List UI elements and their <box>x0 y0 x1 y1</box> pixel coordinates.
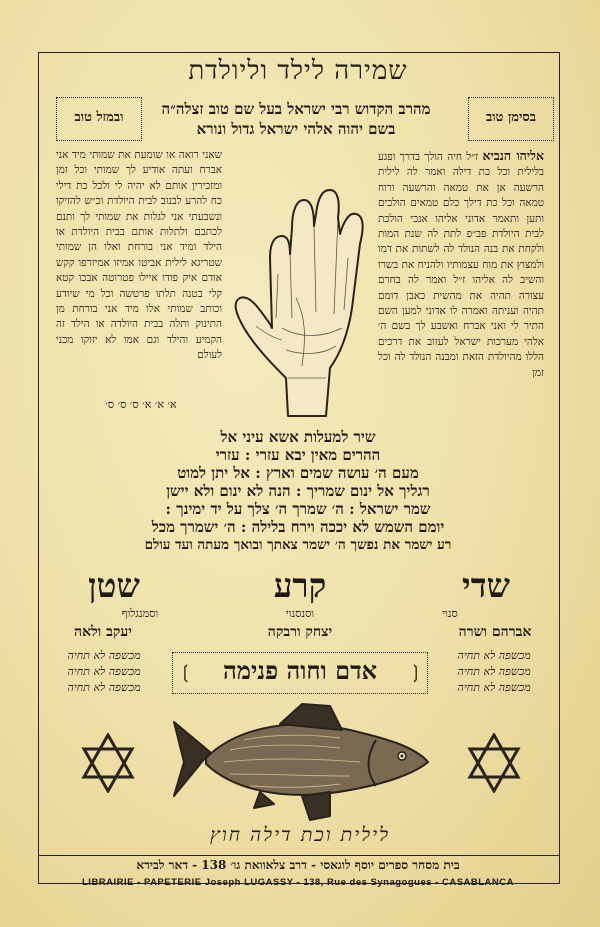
pair-middle: יצחק ורבקה <box>267 624 333 640</box>
angel-name-middle: וסנסנוי <box>285 607 315 620</box>
column-lead: אליהו הנביא <box>482 148 544 163</box>
signature-letters: א׳ א׳ א׳ ס׳ ס׳ ס׳ <box>105 398 177 411</box>
divine-name-right: שדי <box>462 566 510 605</box>
psalm-line: ההרים מאין יבא עזרי : עזרי <box>215 446 381 464</box>
footer-divider <box>38 855 560 856</box>
spell-right <box>438 648 550 696</box>
spell-line: מכשפה לא תחיה <box>67 681 141 694</box>
footer-french: LIBRAIRIE - PAPETERIE Joseph LUGASSY - 138, Rue des Synagogues - CASABLANCA <box>82 877 514 888</box>
spell-left <box>48 648 160 696</box>
text-column-left <box>56 148 222 388</box>
spell-line: מכשפה לא תחיה <box>457 681 531 694</box>
center-box-text: אדם וחוה פנימה <box>222 656 378 685</box>
spell-line: מכשפה לא תחיה <box>457 649 531 662</box>
star-of-david-icon <box>80 733 136 793</box>
spell-line: מכשפה לא תחיה <box>457 665 531 678</box>
text-column-right <box>378 148 544 400</box>
pair-right: אברהם ושרה <box>458 624 532 640</box>
angel-name-left: וסמנגלוף <box>121 607 159 620</box>
scroll-ornament-right: ❳ <box>408 662 424 683</box>
hand-illustration <box>226 178 376 418</box>
divine-name-left: שטן <box>88 566 140 605</box>
footer-hebrew: בית מסחר ספרים יוסף לוגאסי - דרב צלאוואת גו׳ 138 - דאר לבידא <box>136 858 460 872</box>
psalm-line: שמר ישראל : ה׳ שמרך ה׳ צלך על יד ימינך : <box>165 500 431 518</box>
header-line-1: מהרב הקדוש רבי ישראל בעל שם טוב זצלה״ה <box>161 100 431 118</box>
psalm-block <box>40 428 556 554</box>
spell-line: מכשפה לא תחיה <box>67 649 141 662</box>
angel-name-right: סנוי <box>442 607 458 620</box>
fish-illustration <box>170 700 432 825</box>
column-right-text: ז״ל חיה הולך בדרך ופגע בלילית וכל כת דילה ואמר לה לילית הרשעה אן את טמאה והרשעה ורוח טמאה וכל כת דילך כלם טמאים הולכים ותען ותאמר אדוני אליהו אנכי הולכת לבית היולדת פב״פ לתת לה שנת המות ולקחת את בנה הנולד לה לשתות את דמו ולמצוץ את מוח עצמותיו ולהניח את בשרו והשיב לה אליהו ז״ל ואמר לה בחרם עצורה תהיה את מהשית כאבן דומם תהיה ועניתה ואמרה לו אדוני למען השם התיר לי ואני אברח ואשבע לך בשם ה׳ אלהי מערכות ישראל לעזוב את דרכים הללו מהיולדת הזאת ומבנה הנולד לה וכל זמן <box>378 151 544 379</box>
lilit-outside-text: לילית וכת דילה חוץ <box>210 824 390 846</box>
page-title: שמירה לילד וליולדת <box>188 56 408 86</box>
psalm-line: שיר למעלות אשא עיני אל <box>220 428 376 446</box>
psalm-line: רע ישמר את נפשך ה׳ ישמר צאתך ובואך מעתה ועד עולם <box>144 537 452 553</box>
psalm-line: יומם השמש לא יככה וירח בלילה : ה׳ ישמרך מכל <box>151 518 445 536</box>
badge-right: בסימן טוב <box>468 97 554 141</box>
star-of-david-icon <box>466 733 522 793</box>
psalm-line: מעם ה׳ עושה שמים וארץ : אל יתן למוט <box>177 464 419 482</box>
header-line-2: בשם יהוה אלהי ישראל גדול ונורא <box>196 120 396 138</box>
column-left-text: שאני רואה או שומעת את שמותי מיד אני אברח ועתה אודיע לך שמותי וכל זמן ומזכירין אותם לא יהיה לי ולכל כת דילי כח להרע לבנוב לבית היולדת וכ״ש להזיקו ונשבעתי אני לגלות את שמותי לך ותנם לכתבם ולתלות אותם בבית היולדת או הילד ומיד אני בורחת ואלו הן שמותי שטריגא לילית אביטו אמיזו אמיזרפו קקש אודם איק פודו איילו פטרוטה אבכו קטא קלי בטנה תלתו פרטשה וכל מי שיודע וכותב שמותי אלו מיד אני בורחת מן התינוק ותלה בבית היולדה או הילד זה הקמיע והילד וגם אמו לא יזוקו מכני לעולם <box>56 149 222 362</box>
psalm-line: רגליך אל ינום שמריך : הנה לא ינום ולא יישן <box>166 482 430 500</box>
pair-left: יעקב ולאה <box>74 624 132 640</box>
spell-line: מכשפה לא תחיה <box>67 665 141 678</box>
scroll-ornament-left: ❲ <box>178 662 194 683</box>
divine-name-middle: קרע <box>273 566 327 605</box>
badge-left: ובמזל טוב <box>56 97 142 141</box>
center-box <box>172 652 428 694</box>
